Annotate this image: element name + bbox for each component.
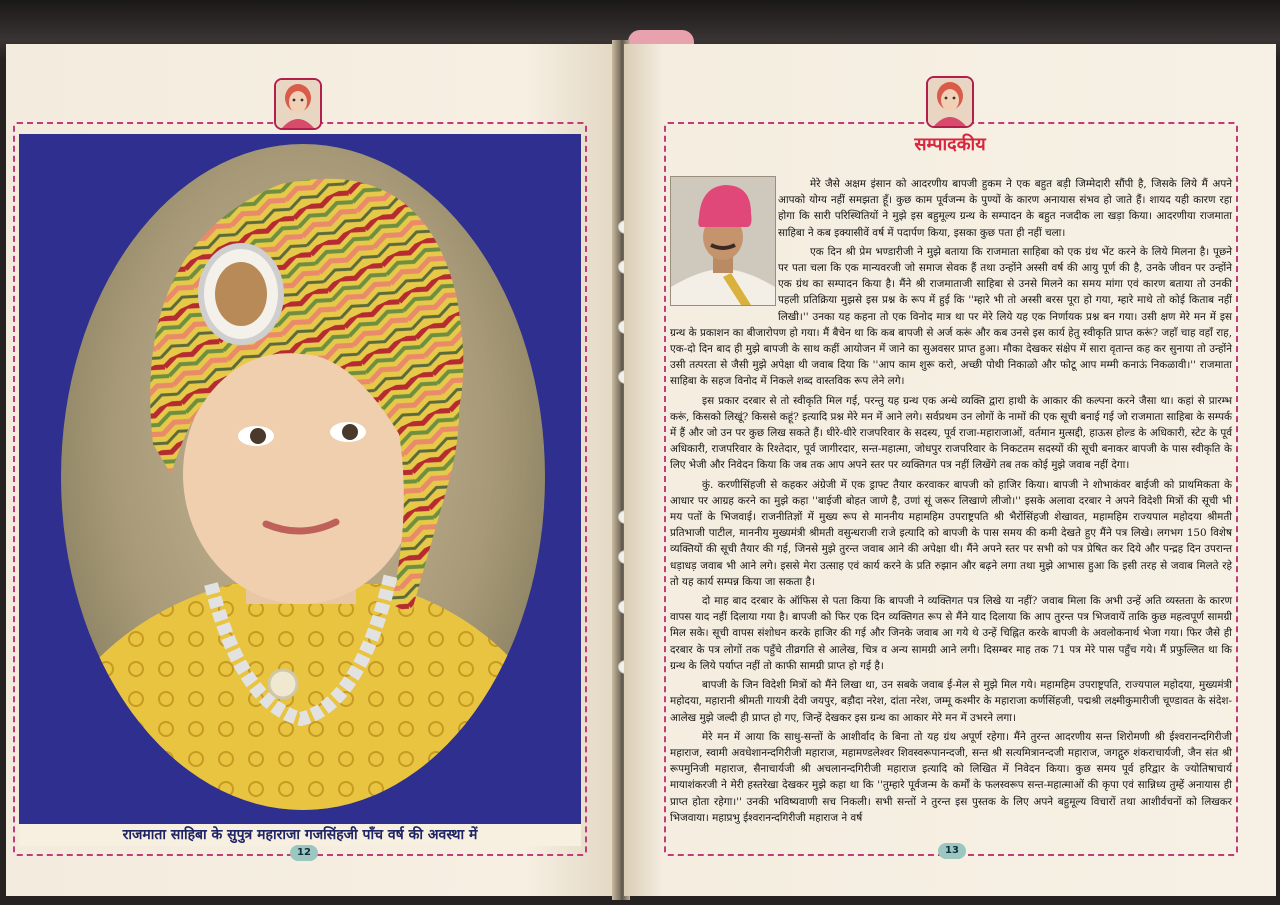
paragraph: मेरे जैसे अक्षम इंसान को आदरणीय बापजी हुकम ने एक बहुत बड़ी जिम्मेदारी सौंपी है, जिसके लिये मैं अपने आपको योग्य नहीं समझता हूँ। कुछ काम पूर्वजन्म के पुण्यों के कारण अनायास संभव हो जाते हैं। शायद यही कारण रहा होगा कि सारी परिस्थितियों ने मुझे इस बहुमूल्य ग्रन्थ के सम्पादन के बहुत नजदीक ला खड़ा किया। आदरणीया राजमाता साहिबा ने कब इक्यासीवें वर्ष में पदार्पण किया, इसका कुछ पता ही नहीं चला।: [778, 178, 1232, 239]
paragraph: एक दिन श्री प्रेम भण्डारीजी ने मुझे बताया कि राजमाता साहिबा को एक ग्रंथ भेंट करने के लिये मिलना है। पूछने पर पता चला कि एक मान्यवरजी जो समाज सेवक हैं तथा उन्होंने अस्सी वर्ष की आयु पूर्ण की है, उनके जीवन पर उन्होंने एक ग्रंथ का सम्पादन किया है। मैंने श्री राजमाताजी साहिबा से उनसे मिलने का समय मांगा एवं कारण बताया तो उनकी पहली प्रतिक्रिया मुझसे इस प्रश्न के रूप में हुई कि ''म्हारे भी तो अस्सी बरस पूरा हो गया, म्हारे माथे तो कोई किताब नहीं लिखी।'' उनका यह कहना तो एक विनोद मात्र था पर मेरे लिये यह एक निर्णायक प्रश्न बन गया। उसी क्षण मेरे मन में इस ग्रन्थ के प्रकाशन का बीजारोपण हो गया। मैं बैचेन था कि कब बापजी से अर्ज करूं और कब उनसे इस कार्य हेतु स्वीकृति प्राप्त करूं? जहाँ चाह वहाँ राह, एक-दो दिन बाद ही मुझे बापजी के साथ कहीं आयोजन में जाने का सुअवसर प्राप्त हुआ। मौका देखकर संक्षेप में सारा वृतान्त कह कर सुनाया तो उन्होंने उसी तत्परता से जैसी मुझे अपेक्षा थी जवाब दिया कि ''आप काम शुरू करो, अच्छी पोथी निकाळो और फोटू आप मम्मी कनाऊं निकळावी।'' राजमाता साहिबा के सहज विनोद में निकले शब्द वास्तविक रूप लेने लगे।: [670, 245, 1232, 388]
paragraph: मेरे मन में आया कि साधु-सन्तों के आशीर्वाद के बिना तो यह ग्रंथ अपूर्ण रहेगा। मैंने तुरन्त आदरणीय सन्त शिरोमणी श्री ईश्वरानन्दगिरीजी महाराज, स्वामी अवधेशानन्दगिरीजी महाराज, महामण्डलेश्वर शिवस्वरूपानन्दजी, सन्त श्री सत्यमित्रानन्दजी महाराज, जगद्गुरु शंकराचार्यजी, जैन संत श्री रूपमुनिजी महाराज, सैनाचार्यजी श्री अचलानन्दगिरीजी महाराज इत्यादि को लिखित में निवेदन किया। कुछ समय पूर्व हरिद्वार के ज्योतिषाचार्य मायाशंकरजी ने मेरी हस्तरेखा देखकर मुझे कहा था कि ''तुम्हारे पूर्वजन्म के कर्मों के फलस्वरूप सन्त-महात्माओं की कृपा एवं सान्निध्य तुम्हें अनायास ही प्राप्त होता रहेगा।'' उनकी भविष्यवाणी सच निकली। सभी सन्तों ने तुरन्त इस पुस्तक के लिए अपने बहुमूल्य विचारों तथा आशीर्वचनों को लिखकर भिजवाया। महाप्रभु ईश्वरानन्दगिरीजी महाराज ने वर्ष: [670, 730, 1232, 824]
photo-oval: [61, 144, 545, 810]
paragraph: इस प्रकार दरबार से तो स्वीकृति मिल गई, परन्तु यह ग्रन्थ एक अन्धे व्यक्ति द्वारा हाथी के आकार की कल्पना करने जैसा था। कहां से प्रारम्भ करूं, किसको लिखूं? किससे कहूं? इत्यादि प्रश्न मेरे मन में आने लगे। सर्वप्रथम उन लोगों के नामों की एक सूची बनाई गई जो राजमाता साहिबा के सम्पर्क में हैं और जो उन पर कुछ लिख सकते हैं। धीरे-धीरे राजपरिवार के सदस्य, पूर्व राजा-महाराजाओं, वर्तमान मुत्सद्दी, हाऊस होल्ड के अधिकारी, स्टेट के पूर्व अधिकारी, राजपरिवार के रिश्तेदार, पूर्व जागीरदार, सन्त-महात्मा, जोधपुर राजपरिवार के निकटतम सदस्यों की सूची बनाकर बापजी के पास स्वीकृति के लिए भेजी और निवेदन किया कि जब तक आप अपने स्तर पर व्यक्तिगत पत्र नहीं लिखेंगे तब तक कोई मुझे जवाब नहीं देगा।: [670, 394, 1232, 472]
left-page-number: 12: [290, 845, 318, 861]
paragraph: दो माह बाद दरबार के ऑफिस से पता किया कि बापजी ने व्यक्तिगत पत्र लिखे या नहीं? जवाब मिला कि अभी उन्हें अति व्यस्तता के कारण वापस याद नहीं दिलाया गया है। बापजी को फिर एक दिन व्यक्तिगत रूप से मैंने याद दिलाया कि आप तुरन्त पत्र भिजवायें ताकि कुछ महत्वपूर्ण सामग्री मिल सके। सूची वापस संशोधन करके हाजिर की गई और जिनके जवाब आ गये थे उन्हें चिह्नित करके बापजी के अवलोकनार्थ भेजा गया। फिर जैसे ही दरबार के पत्र लोगों तक पहुँचे तीव्रगति से आलेख, चित्र व अन्य सामग्री आने लगी। दिसम्बर माह तक 71 पत्र मेरे पास पहुँच गये। मैं प्रफुल्लित था कि ग्रन्थ के लिये पर्याप्त नहीं तो काफी सामग्री प्राप्त हो गई है।: [670, 595, 1232, 672]
photo-caption: राजमाता साहिबा के सुपुत्र महाराजा गजसिंहजी पाँच वर्ष की अवस्था में: [19, 824, 581, 846]
page-title: सम्पादकीय: [914, 134, 986, 155]
queen-mother-portrait-badge-right: [926, 76, 974, 128]
paragraph: बापजी के जिन विदेशी मित्रों को मैंने लिखा था, उन सबके जवाब ई-मेल से मुझे मिल गये। महामहिम उपराष्ट्रपति, राज्यपाल महोदया, मुख्यमंत्री महोदया, महारानी श्रीमती गायत्री देवी जयपुर, बड़ौदा नरेश, दांता नरेश, जम्मू कश्मीर के महाराजा कर्णसिंहजी, पद्मश्री लक्ष्मीकुमारीजी चूण्डावत के संदेश-आलेख मुझे जल्दी ही प्राप्त हो गए, जिन्हें देखकर इस ग्रन्थ का आकार मेरे मन में उभरने लगा।: [670, 679, 1232, 724]
paragraph: कुं. करणीसिंहजी से कहकर अंग्रेजी में एक ड्राफ्ट तैयार करवाकर बापजी को हाजिर किया। बापजी ने शोभाकंवर बाईजी को प्राथमिकता के आधार पर आग्रह करने का मुझे कहा ''बाईजी बोहत जाणे है, उणां सूं जरूर लिखाणे लीजो।'' इसके अलावा दरबार ने अपने विदेशी मित्रों की सूची भी मय पतों के भिजवाई। राजनीतिज्ञों में मुख्य रूप से माननीय महामहिम उपराष्ट्रपति श्री भैरोंसिंहजी शेखावत, महामहिम राज्यपाल महोदया श्रीमती प्रतिभाजी पाटील, माननीय मुख्यमंत्री श्रीमती वसुन्धराजी राजे इत्यादि को बापजी के पास समय की कमी देखते हुए मैंने पत्र लिखे। लगभग 150 विशेष व्यक्तियों की सूची तैयार की गई, जिनसे मुझे तुरन्त जवाब आने की अपेक्षा थी। मैंने अपने स्तर पर सभी को पत्र प्रेषित कर दिये और पन्द्रह दिन उपरान्त धड़ाधड़ जवाब भी आने लगे। इससे मेरा उत्साह एवं कार्य करने के प्रति रुझान और बढ़ने लगा तथा मुझे आभास हुआ कि इसी तरह से जवाब मिलते रहे तो यह कार्य सम्पन्न किया जा सकता है।: [670, 478, 1232, 588]
queen-mother-portrait-badge-left: [274, 78, 322, 130]
child-portrait-illustration: [61, 144, 545, 810]
editor-photo: [670, 176, 776, 306]
maharaja-child-photo: [19, 134, 581, 824]
right-page-number: 13: [938, 843, 966, 859]
